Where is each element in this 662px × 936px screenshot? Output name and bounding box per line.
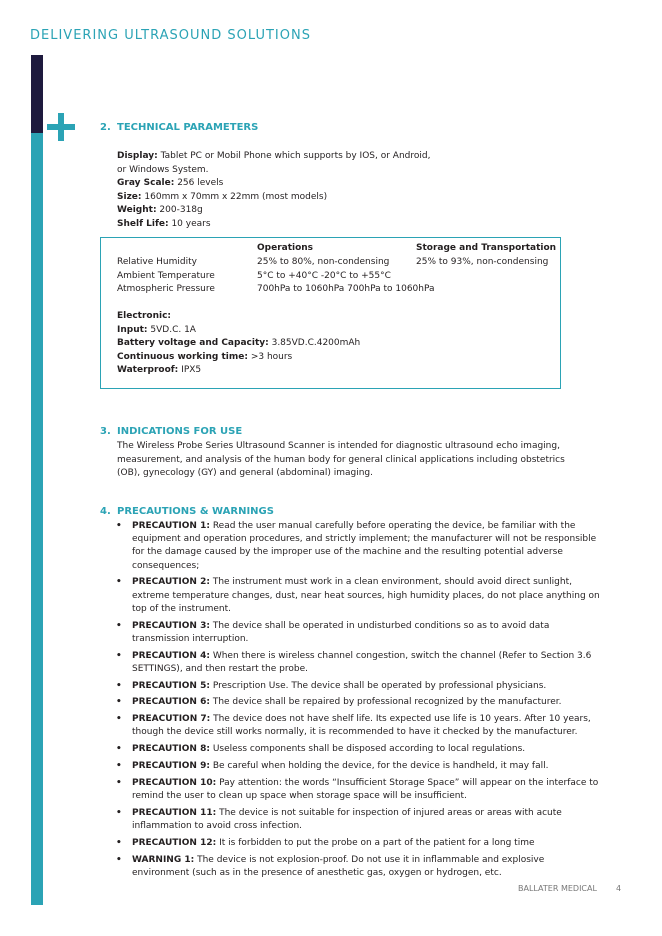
list-item: • PRECAUTION 9: Be careful when holding the device, for the device is handheld, it may fall. xyxy=(116,761,549,771)
list-item: • PRECAUTION 3: The device shall be operated in undisturbed conditions so as to avoid data transmission interruption. xyxy=(116,620,550,644)
display-value-cont: or Windows System. xyxy=(117,164,209,175)
footer-brand: BALLATER MEDICAL xyxy=(518,884,597,893)
shelf-life-label: Shelf Life: xyxy=(117,218,169,229)
size-label: Size: xyxy=(117,191,142,202)
weight-label: Weight: xyxy=(117,205,157,215)
section-3-title: INDICATIONS FOR USE xyxy=(117,426,243,437)
display-value: Tablet PC or Mobil Phone which supports by IOS, or Android, xyxy=(160,151,431,161)
list-item: • PRECAUTION 10: Pay attention: the words “Insufficient Storage Space” will appear on the interface to remind the user to clean up space when storage space will be insufficient. xyxy=(116,777,599,801)
side-accent-bar-top xyxy=(31,55,43,133)
list-item: • PRECAUTION 11: The device is not suitable for inspection of injured areas or areas with acute inflammation to avoid cross infection. xyxy=(116,807,562,831)
input-row xyxy=(117,324,196,338)
list-item: • PRECAUTION 2: The instrument must work in a clean environment, should avoid direct sunlight, extreme temperature changes, dust, near heat sources, high humidity places, do not place anything on top of the instrument. xyxy=(116,577,600,614)
list-item: • PREACUTION 7: The device does not have shelf life. Its expected use life is 10 years. After 10 years, though the device still works normally, it is recommended to have it checked by the manufacturer. xyxy=(116,714,591,738)
section-4-heading xyxy=(100,506,274,517)
section-3-heading xyxy=(100,426,242,437)
temperature-operations: 5°C to +40°C -20°C to +55°C xyxy=(257,270,391,281)
humidity-label: Relative Humidity xyxy=(117,257,197,267)
section-2-number: 2. xyxy=(100,122,111,133)
waterproof-row xyxy=(117,364,201,378)
continuous-row xyxy=(117,351,292,365)
input-label: Input: xyxy=(117,324,148,335)
continuous-value: >3 hours xyxy=(250,351,293,362)
waterproof-label: Waterproof: xyxy=(117,365,179,375)
list-item: • PRECAUTION 12: It is forbidden to put the probe on a part of the patient for a long time xyxy=(116,837,535,848)
technical-params-list xyxy=(117,150,557,231)
precautions-list xyxy=(116,520,601,884)
weight-value: 200-318g xyxy=(159,205,203,215)
continuous-label: Continuous working time: xyxy=(117,351,248,362)
shelf-life-value: 10 years xyxy=(171,218,211,229)
section-2-heading xyxy=(100,122,258,133)
input-value: 5VD.C. 1A xyxy=(150,324,196,335)
pressure-label: Atmospheric Pressure xyxy=(117,284,215,294)
size-value: 160mm x 70mm x 22mm (most models) xyxy=(144,191,328,202)
list-item: • PRECAUTION 8: Useless components shall be disposed according to local regulations. xyxy=(116,744,526,755)
list-item: • PRECAUTION 1: Read the user manual carefully before operating the device, be familiar with the equipment and operation procedures, and strictly implement; the manufacturer will not be responsible for the damage caused by the improper use of the machine and the resulting potential adverse consequences; xyxy=(116,521,597,571)
gray-scale-value: 256 levels xyxy=(177,178,224,188)
section-3-number: 3. xyxy=(100,426,111,437)
display-label: Display: xyxy=(117,151,158,161)
battery-label: Battery voltage and Capacity: xyxy=(117,338,269,348)
section-4-number: 4. xyxy=(100,506,111,517)
waterproof-value: IPX5 xyxy=(181,365,202,375)
battery-row xyxy=(117,337,360,351)
operations-header: Operations xyxy=(257,243,314,253)
section-4-title: PRECAUTIONS & WARNINGS xyxy=(117,506,274,517)
list-item: • WARNING 1: The device is not explosion-proof. Do not use it in inflammable and explosive environment (such as in the presence of anesthetic gas, oxygen or hydrogen, etc. xyxy=(116,854,545,878)
plus-icon xyxy=(47,113,75,141)
list-item: • PRECAUTION 5: Prescription Use. The device shall be operated by professional physicians. xyxy=(116,680,547,691)
gray-scale-label: Gray Scale: xyxy=(117,178,175,188)
humidity-operations: 25% to 80%, non-condensing xyxy=(257,257,390,267)
list-item: • PRECAUTION 4: When there is wireless channel congestion, switch the channel (Refer to Section 3.6 SETTINGS), and then restart the probe. xyxy=(116,650,592,674)
list-item: • PRECAUTION 6: The device shall be repaired by professional recognized by the manufacturer. xyxy=(116,697,562,708)
page-header-title: DELIVERING ULTRASOUND SOLUTIONS xyxy=(30,28,311,43)
electronic-label: Electronic: xyxy=(117,311,172,321)
section-2-title: TECHNICAL PARAMETERS xyxy=(117,122,259,133)
storage-header: Storage and Transportation xyxy=(416,243,557,253)
pressure-operations: 700hPa to 1060hPa 700hPa to 1060hPa xyxy=(257,284,435,294)
battery-value: 3.85VD.C.4200mAh xyxy=(271,338,361,348)
spec-table-box xyxy=(100,237,561,389)
temperature-label: Ambient Temperature xyxy=(117,270,215,281)
humidity-storage: 25% to 93%, non-condensing xyxy=(416,257,549,267)
page-number: 4 xyxy=(616,884,622,893)
indications-body: The Wireless Probe Series Ultrasound Scanner is intended for diagnostic ultrasound echo imaging, measurement, and analysis of the human body for general clinical applications including obstetrics (OB), gynecology (GY) and general (abdominal) imaging. xyxy=(117,441,565,478)
side-accent-bar xyxy=(31,55,43,905)
